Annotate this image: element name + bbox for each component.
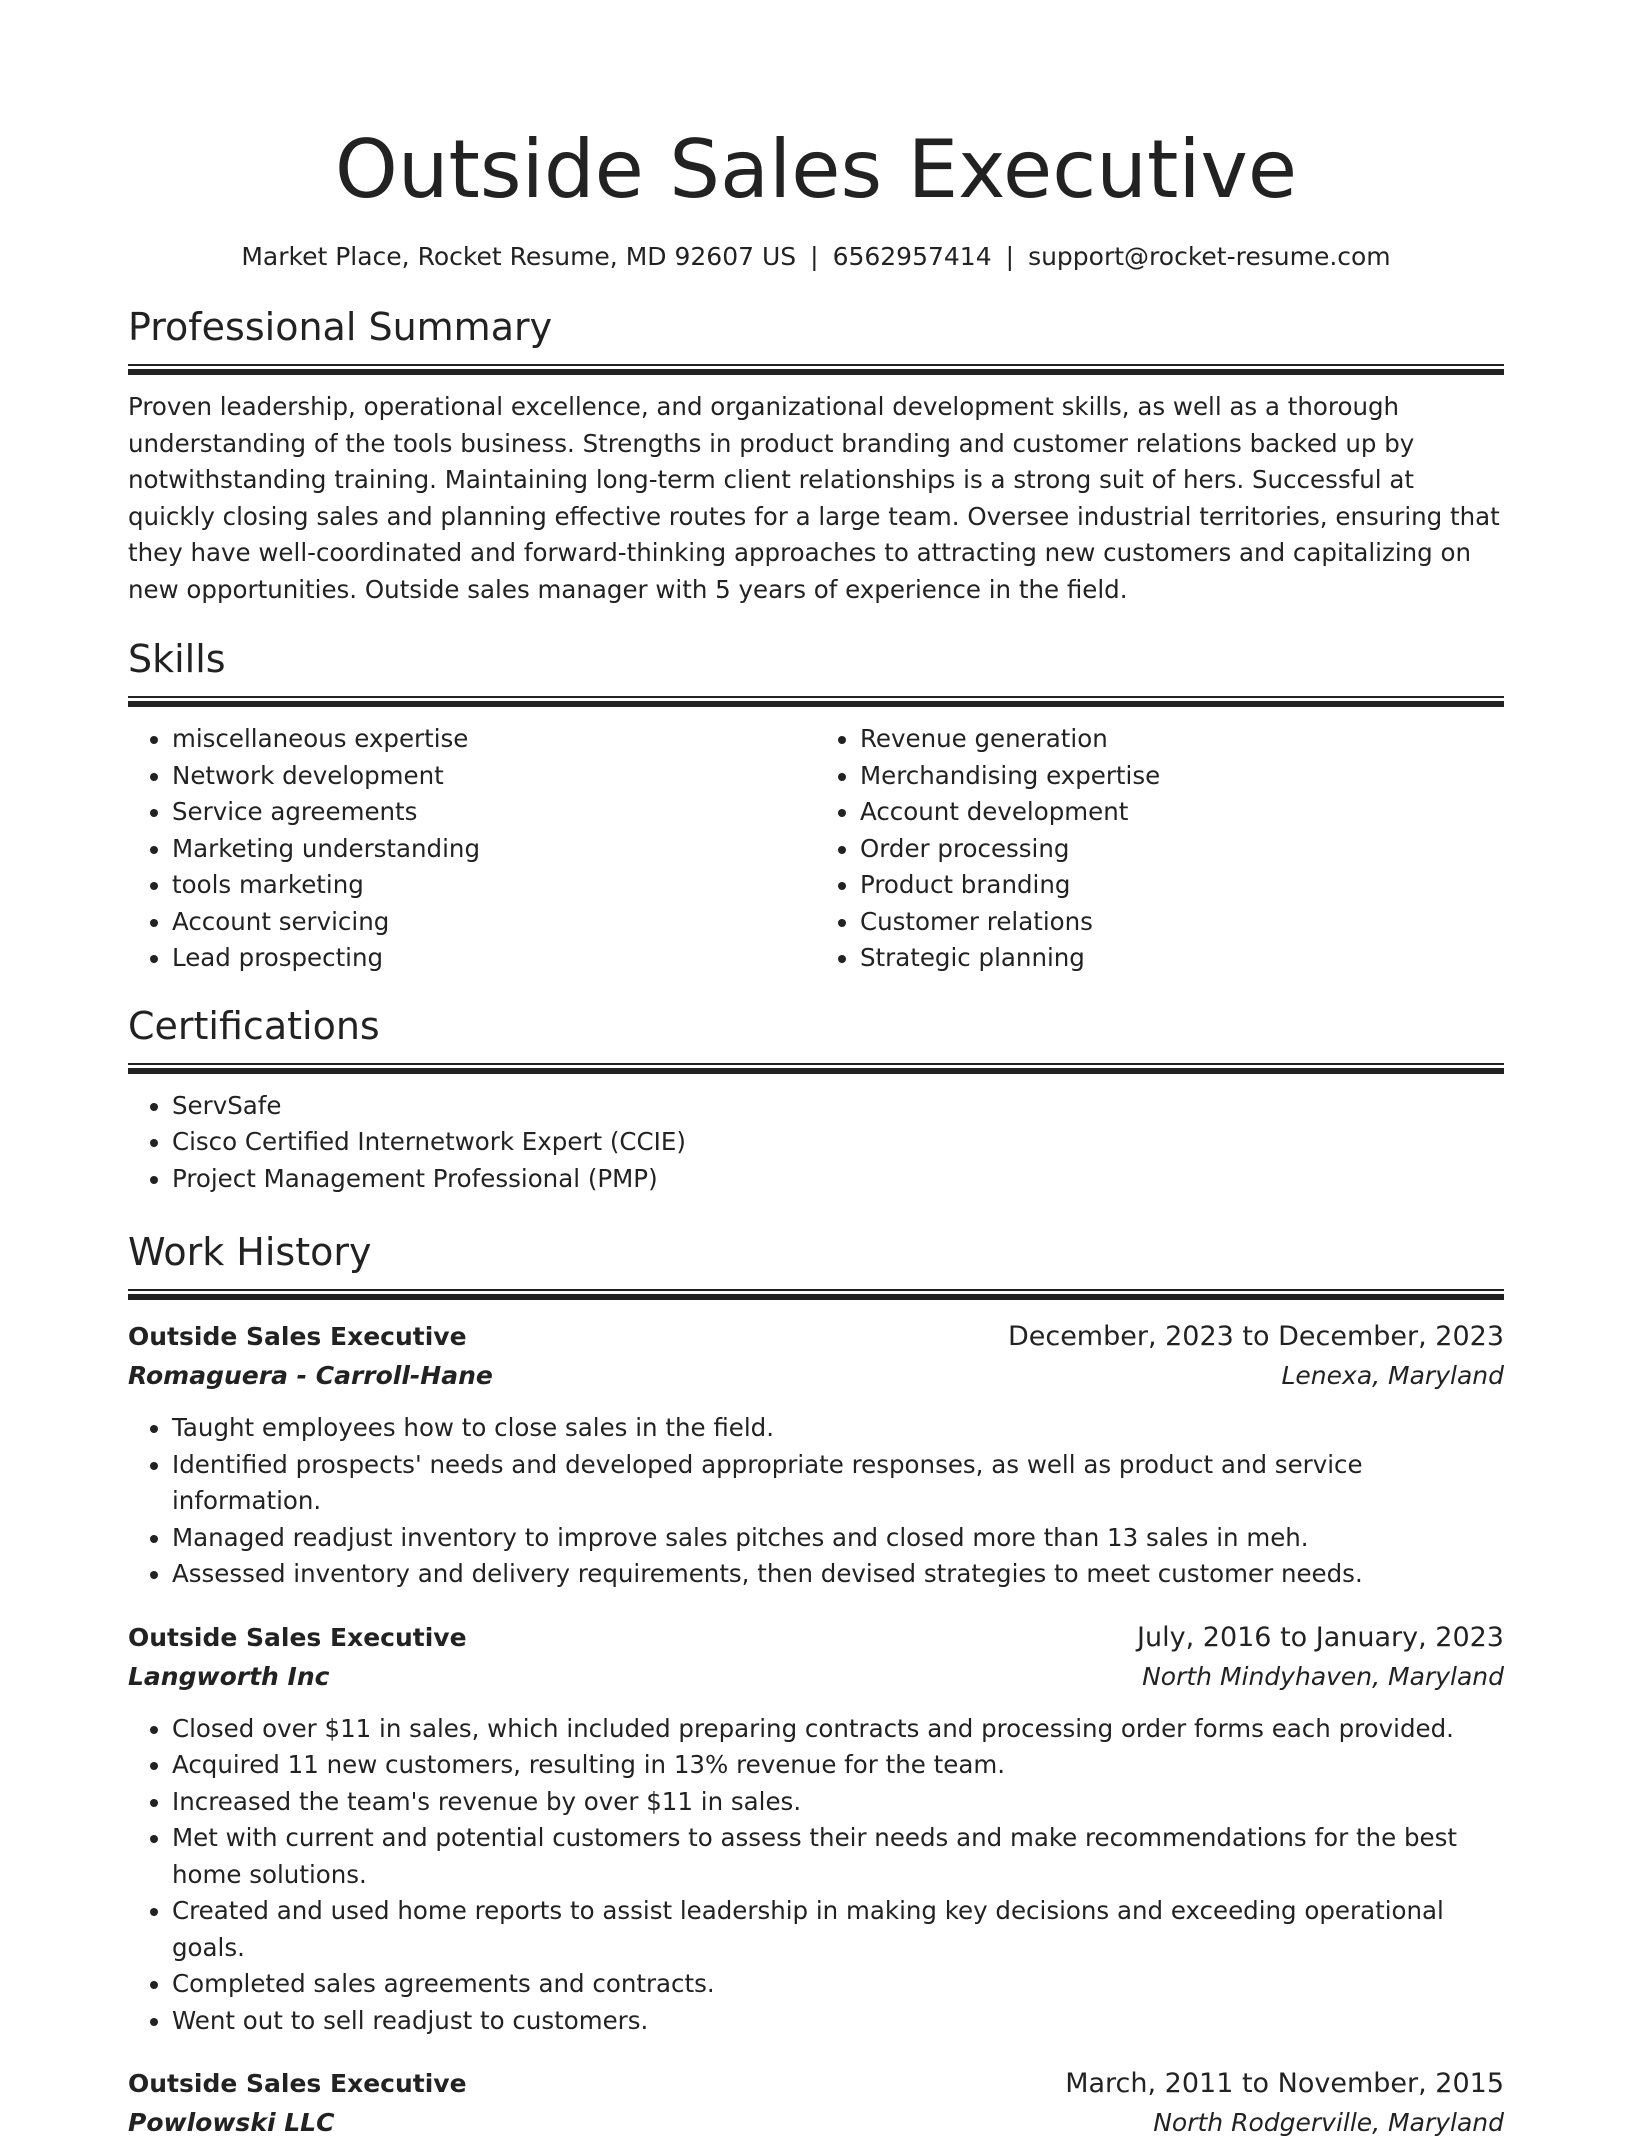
skill-item: • Customer relations bbox=[860, 904, 1504, 941]
certification-item: • Cisco Certified Internetwork Expert (CCIE) bbox=[172, 1124, 1504, 1161]
job-bullets bbox=[128, 1410, 1504, 1593]
summary-text: Proven leadership, operational excellence, and organizational development skills, as well as a thorough understanding of the tools business. Strengths in product branding and customer relations backed up by notwithstanding training. Maintaining long-term client relationships is a strong suit of hers. Successful at quickly closing sales and planning effective routes for a large team. Oversee industrial territories, ensuring that they have well-coordinated and forward-thinking approaches to attracting new customers and capitalizing on new opportunities. Outside sales manager with 5 years of experience in the field. bbox=[128, 392, 1500, 604]
job-title: Outside Sales Executive bbox=[128, 1622, 467, 1652]
section-divider bbox=[128, 1289, 1504, 1300]
job-dates: March, 2011 to November, 2015 bbox=[1065, 2068, 1504, 2099]
section-divider bbox=[128, 696, 1504, 707]
certification-item: • ServSafe bbox=[172, 1088, 1504, 1125]
summary-section bbox=[128, 302, 1504, 608]
job-subheader bbox=[128, 1356, 1504, 1396]
contact-separator: | bbox=[1005, 242, 1015, 271]
skill-item: • miscellaneous expertise bbox=[172, 721, 816, 758]
job-subheader bbox=[128, 1657, 1504, 1697]
job-title: Outside Sales Executive bbox=[128, 2069, 467, 2098]
summary-heading: Professional Summary bbox=[128, 305, 553, 349]
job-entry bbox=[128, 1619, 1504, 2040]
skills-column-left bbox=[128, 721, 816, 977]
section-divider bbox=[128, 364, 1504, 375]
skill-item: • Account development bbox=[860, 794, 1504, 831]
skill-item: • Strategic planning bbox=[860, 940, 1504, 977]
job-bullet: • Acquired 11 new customers, resulting in 13% revenue for the team. bbox=[172, 1747, 1504, 1784]
skill-item: • Order processing bbox=[860, 831, 1504, 868]
job-bullet: • Created and used home reports to assist leadership in making key decisions and exceeding operational goals. bbox=[172, 1893, 1504, 1966]
contact-email: support@rocket-resume.com bbox=[1028, 242, 1391, 271]
skill-item: • Lead prospecting bbox=[172, 940, 816, 977]
skill-item: • Merchandising expertise bbox=[860, 758, 1504, 795]
skill-item: • Product branding bbox=[860, 867, 1504, 904]
job-dates: July, 2016 to January, 2023 bbox=[1137, 1621, 1504, 1653]
job-bullet: • Increased the team's revenue by over $11 in sales. bbox=[172, 1784, 1504, 1821]
skills-list-left bbox=[128, 721, 816, 977]
skills-grid bbox=[128, 721, 1504, 977]
job-company: Powlowski LLC bbox=[128, 2108, 335, 2137]
certifications-heading: Certifications bbox=[128, 1003, 380, 1048]
work-history-heading: Work History bbox=[128, 1230, 372, 1274]
job-header bbox=[128, 2065, 1504, 2103]
job-dates: December, 2023 to December, 2023 bbox=[1007, 1321, 1504, 1352]
job-bullets bbox=[128, 1711, 1504, 2040]
resume-name: Outside Sales Executive bbox=[334, 123, 1298, 216]
job-location: Lenexa, Maryland bbox=[1281, 1361, 1504, 1390]
job-subheader bbox=[128, 2103, 1504, 2143]
certifications-section bbox=[128, 1001, 1504, 1198]
skills-column-right bbox=[816, 721, 1504, 977]
contact-phone: 6562957414 bbox=[832, 242, 992, 271]
job-bullet: • Identified prospects' needs and developed appropriate responses, as well as product and service information. bbox=[172, 1447, 1504, 1520]
job-bullet: • Completed sales agreements and contracts. bbox=[172, 1966, 1504, 2003]
contact-separator: | bbox=[810, 242, 819, 271]
job-header bbox=[128, 1318, 1504, 1356]
job-bullet: • Went out to sell readjust to customers. bbox=[172, 2003, 1504, 2040]
skill-item: • Account servicing bbox=[172, 904, 816, 941]
skill-item: • Network development bbox=[172, 758, 816, 795]
certification-item: • Project Management Professional (PMP) bbox=[172, 1161, 1504, 1198]
certifications-list bbox=[128, 1088, 1504, 1198]
skills-heading: Skills bbox=[128, 637, 226, 681]
job-title: Outside Sales Executive bbox=[128, 1322, 467, 1351]
job-location: North Mindyhaven, Maryland bbox=[1142, 1661, 1504, 1691]
skills-list-right bbox=[816, 721, 1504, 977]
contact-address: Market Place, Rocket Resume, MD 92607 US bbox=[241, 242, 797, 271]
job-bullet: • Taught employees how to close sales in the field. bbox=[172, 1410, 1504, 1447]
job-bullet: • Managed readjust inventory to improve sales pitches and closed more than 13 sales in meh. bbox=[172, 1520, 1504, 1557]
job-bullet: • Assessed inventory and delivery requirements, then devised strategies to meet customer needs. bbox=[172, 1556, 1504, 1593]
work-history-section bbox=[128, 1227, 1504, 2143]
job-bullet: • Met with current and potential customers to assess their needs and make recommendations for the best home solutions. bbox=[172, 1820, 1504, 1893]
job-bullet: • Closed over $11 in sales, which included preparing contracts and processing order forms each provided. bbox=[172, 1711, 1504, 1748]
contact-line bbox=[128, 240, 1504, 274]
skill-item: • Marketing understanding bbox=[172, 831, 816, 868]
skill-item: • Service agreements bbox=[172, 794, 816, 831]
skill-item: • Revenue generation bbox=[860, 721, 1504, 758]
skills-section bbox=[128, 634, 1504, 977]
job-header bbox=[128, 1619, 1504, 1657]
section-divider bbox=[128, 1063, 1504, 1074]
job-location: North Rodgerville, Maryland bbox=[1153, 2108, 1504, 2137]
job-entry bbox=[128, 1318, 1504, 1593]
skill-item: • tools marketing bbox=[172, 867, 816, 904]
job-company: Langworth Inc bbox=[128, 1661, 330, 1691]
job-entry bbox=[128, 2065, 1504, 2143]
job-company: Romaguera - Carroll-Hane bbox=[128, 1361, 493, 1390]
